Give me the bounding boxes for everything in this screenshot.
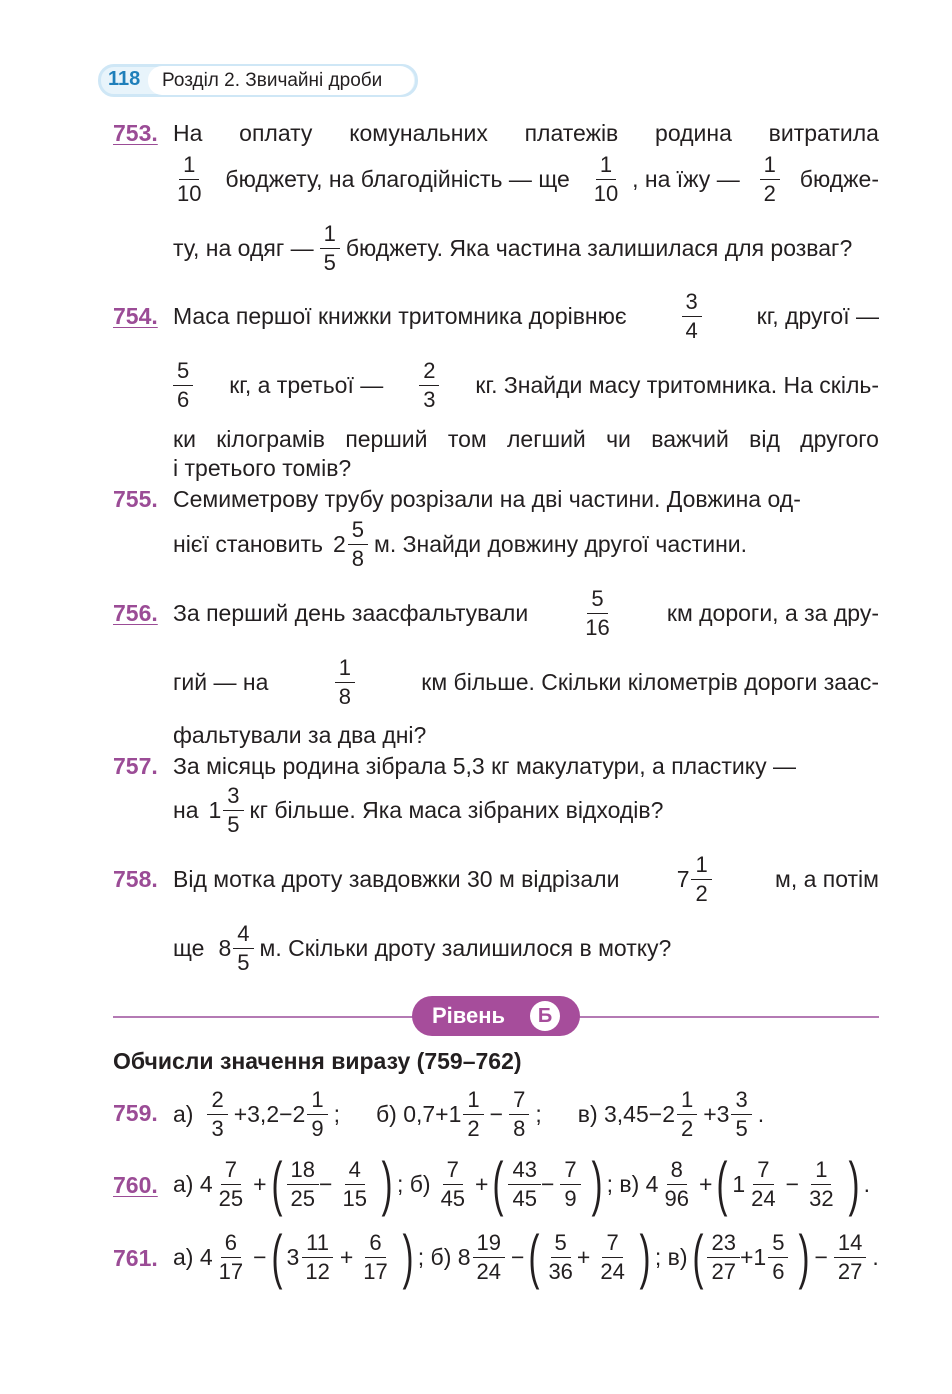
- exercise-754-line4: і третього томів?: [173, 455, 352, 481]
- fraction: $\frac{1}{10}$: [593, 152, 619, 206]
- exercise-number: 757.: [113, 753, 158, 779]
- level-letter: Б: [530, 1001, 560, 1031]
- word: оплату: [239, 120, 313, 146]
- fraction: $\frac{1}{2}$: [760, 151, 780, 208]
- word: витратила: [768, 120, 879, 146]
- fraction: $\frac{2}{3}$: [419, 357, 439, 414]
- word: комунальних: [349, 120, 488, 146]
- exercise-756-line1: За перший день заасфальтували $\frac{5}{16}$ км дороги, а за дру-: [173, 586, 879, 640]
- section-title: Розділ 2. Звичайні дроби: [148, 66, 414, 95]
- level-badge: Рівень Б: [412, 996, 580, 1036]
- exercise-number: 755.: [113, 486, 158, 512]
- exercise-754-line3: ки кілограмів перший том легший чи важчий від другого: [173, 426, 879, 452]
- exercise-number: 753.: [113, 120, 158, 146]
- word: платежів: [524, 120, 619, 146]
- exercise-number: 756.: [113, 600, 158, 626]
- exercise-753-line3: ту, на одяг — $\frac{1}{5}$ бюджету. Яка частина залишилася для розваг?: [173, 221, 853, 275]
- task-number: 760.: [113, 1172, 158, 1198]
- task-760: а) 4 $\frac{7}{25}$ + ( $\frac{18}{25}$ − $\frac{4}{15}$ ) ; б) $\frac{7}{45}$ + ( $\frac{43}{45}$ − $\frac{7}{9}$ ) ; в) 4 $\frac{8}{96}$ + ( 1 $\frac{7}{24}$ − $\frac{1}{32}$ ) .: [173, 1150, 870, 1217]
- fraction: $\frac{5}{16}$: [585, 586, 610, 640]
- word: родина: [655, 120, 732, 146]
- task-761: а) 4 $\frac{6}{17}$ − ( 3 $\frac{11}{12}$ + $\frac{6}{17}$ ) ; б) 8 $\frac{19}{24}$ − ( $\frac{5}{36}$ + $\frac{7}{24}$ ) ; в) ( $\frac{23}{27}$ +1 $\frac{5}{6}$ ) − $\frac{14}{27}$ .: [173, 1223, 879, 1290]
- task-title: Обчисли значення виразу (759–762): [113, 1048, 522, 1074]
- fraction: $\frac{1}{8}$: [335, 654, 355, 711]
- exercise-753-line2: $\frac{1}{10}$ бюджету, на благодійність — ще $\frac{1}{10}$ , на їжу — $\frac{1}{2}$ бюдже-: [173, 151, 879, 208]
- task-759: а) $\frac{2}{3}$ +3,2−2 $\frac{1}{9}$ ; б) 0,7+1 $\frac{1}{2}$ − $\frac{7}{8}$ ; в) 3,45−2 $\frac{1}{2}$ +3 $\frac{3}{5}$ .: [173, 1087, 765, 1141]
- exercise-757-line1: За місяць родина зібрала 5,3 кг макулатури, а пластику —: [173, 753, 796, 779]
- fraction: $\frac{3}{5}$: [223, 782, 243, 839]
- fraction: $\frac{1}{10}$: [177, 152, 202, 206]
- fraction: $\frac{5}{8}$: [348, 516, 368, 573]
- exercise-number: 758.: [113, 866, 158, 892]
- exercise-756-line3: фальтували за два дні?: [173, 722, 427, 748]
- task-number: 759.: [113, 1100, 158, 1126]
- exercise-number: 754.: [113, 303, 158, 329]
- fraction: $\frac{4}{5}$: [233, 920, 253, 977]
- exercise-755-line2: нієї становить 2 $\frac{5}{8}$ м. Знайди довжину другої частини.: [173, 517, 748, 571]
- fraction: $\frac{1}{5}$: [320, 220, 340, 277]
- task-number: 761.: [113, 1245, 158, 1271]
- exercise-755-line1: Семиметрову трубу розрізали на дві частини. Довжина од-: [173, 486, 801, 512]
- fraction: $\frac{1}{2}$: [691, 851, 711, 908]
- exercise-758-line2: ще 8 $\frac{4}{5}$ м. Скільки дроту залишилося в мотку?: [173, 921, 672, 975]
- exercise-753-line1: [173, 120, 879, 147]
- exercise-757-line2: на 1 $\frac{3}{5}$ кг більше. Яка маса зібраних відходів?: [173, 783, 664, 837]
- exercise-756-line2: гий — на $\frac{1}{8}$ км більше. Скільки кілометрів дороги заас-: [173, 655, 879, 709]
- word: На: [173, 120, 203, 146]
- exercise-754-line1: Маса першої книжки тритомника дорівнює $\frac{3}{4}$ кг, другої —: [173, 289, 879, 343]
- exercise-758-line1: Від мотка дроту завдовжки 30 м відрізали 7 $\frac{1}{2}$ м, а потім: [173, 852, 879, 906]
- page-number: 118: [108, 68, 141, 90]
- fraction: $\frac{5}{6}$: [173, 357, 193, 414]
- exercise-754-line2: $\frac{5}{6}$ кг, а третьої — $\frac{2}{3}$ кг. Знайди масу тритомника. На скіль-: [173, 357, 879, 414]
- fraction: $\frac{3}{4}$: [682, 288, 702, 345]
